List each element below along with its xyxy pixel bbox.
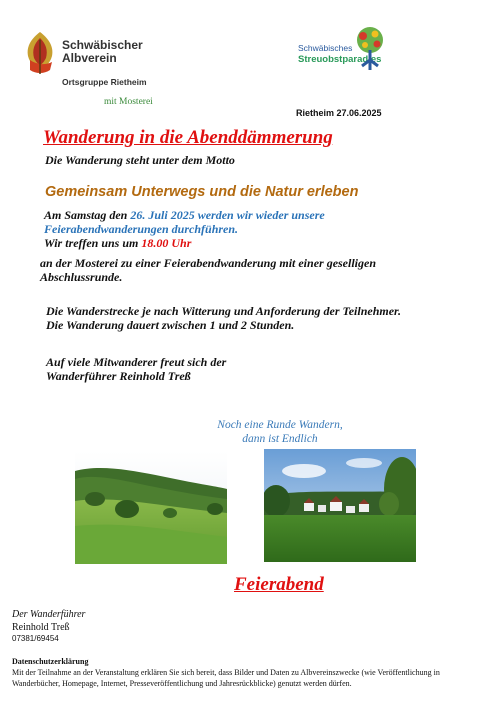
streuobstparadies-logo	[298, 26, 388, 76]
caption-line1: Noch eine Runde Wandern,	[217, 419, 343, 431]
paragraph-date	[44, 208, 444, 236]
leader-name: Reinhold Treß	[12, 622, 70, 633]
org-name-line2: Albverein	[62, 51, 117, 65]
leader-phone: 07381/69454	[12, 634, 59, 643]
photo-caption	[190, 418, 370, 446]
paragraph-time	[44, 236, 191, 250]
paragraph-location: an der Mosterei zu einer Feierabendwanderung mit einer geselligen Abschlussrunde.	[40, 256, 377, 284]
mosterei-label: mit Mosterei	[104, 97, 153, 107]
caption-line2: dann ist Endlich	[242, 433, 318, 445]
village-photo	[264, 449, 416, 562]
p2-text-a: Wir treffen uns um	[44, 236, 142, 250]
feierabend-heading: Feierabend	[234, 574, 324, 595]
paragraph-guide	[46, 355, 346, 383]
org-name-line1: Schwäbischer	[62, 38, 143, 52]
p1-text-a: Am Samstag den	[44, 208, 131, 222]
partner-line1: Schwäbisches	[298, 43, 353, 53]
p1-text-c: Feierabendwanderungen durchführen.	[44, 222, 239, 236]
privacy-text: Mit der Teilnahme an der Veranstaltung erklären Sie sich bereit, dass Bilder und Daten zu Albvereinszwecke (wie Veröffentlichung in Wanderbücher, Homepage, Internet, Presseveröffentlichung und Jahresrückblicke) genutzt werden dürfen.	[12, 668, 440, 688]
guide-line1: Auf viele Mitwanderer freut sich der	[46, 355, 227, 369]
partner-line2: Streuobstparadies	[298, 54, 382, 65]
motto: Gemeinsam Unterwegs und die Natur erleben	[45, 184, 359, 200]
paragraph-route	[46, 304, 476, 332]
event-date: 26. Juli 2025	[130, 208, 195, 222]
leaf-logo-icon	[24, 30, 56, 76]
meeting-time: 18.00 Uhr	[141, 236, 192, 250]
p1-text-b: werden wir wieder unsere	[194, 208, 325, 222]
route-line2: Die Wanderung dauert zwischen 1 und 2 Stunden.	[46, 318, 295, 332]
motto-intro: Die Wanderung steht unter dem Motto	[45, 153, 235, 167]
meadow-photo	[75, 451, 227, 564]
page-title: Wanderung in die Abenddämmerung	[43, 127, 333, 148]
leader-role: Der Wanderführer	[12, 609, 86, 620]
privacy-heading: Datenschutzerklärung	[12, 657, 89, 666]
route-line1: Die Wanderstrecke je nach Witterung und Anforderung der Teilnehmer.	[46, 304, 402, 318]
document-date: Rietheim 27.06.2025	[296, 108, 382, 118]
fruit-tree-logo-icon	[353, 26, 387, 74]
org-subtitle: Ortsgruppe Rietheim	[62, 77, 147, 87]
albverein-logo	[24, 30, 164, 90]
guide-line2: Wanderführer Reinhold Treß	[46, 369, 191, 383]
